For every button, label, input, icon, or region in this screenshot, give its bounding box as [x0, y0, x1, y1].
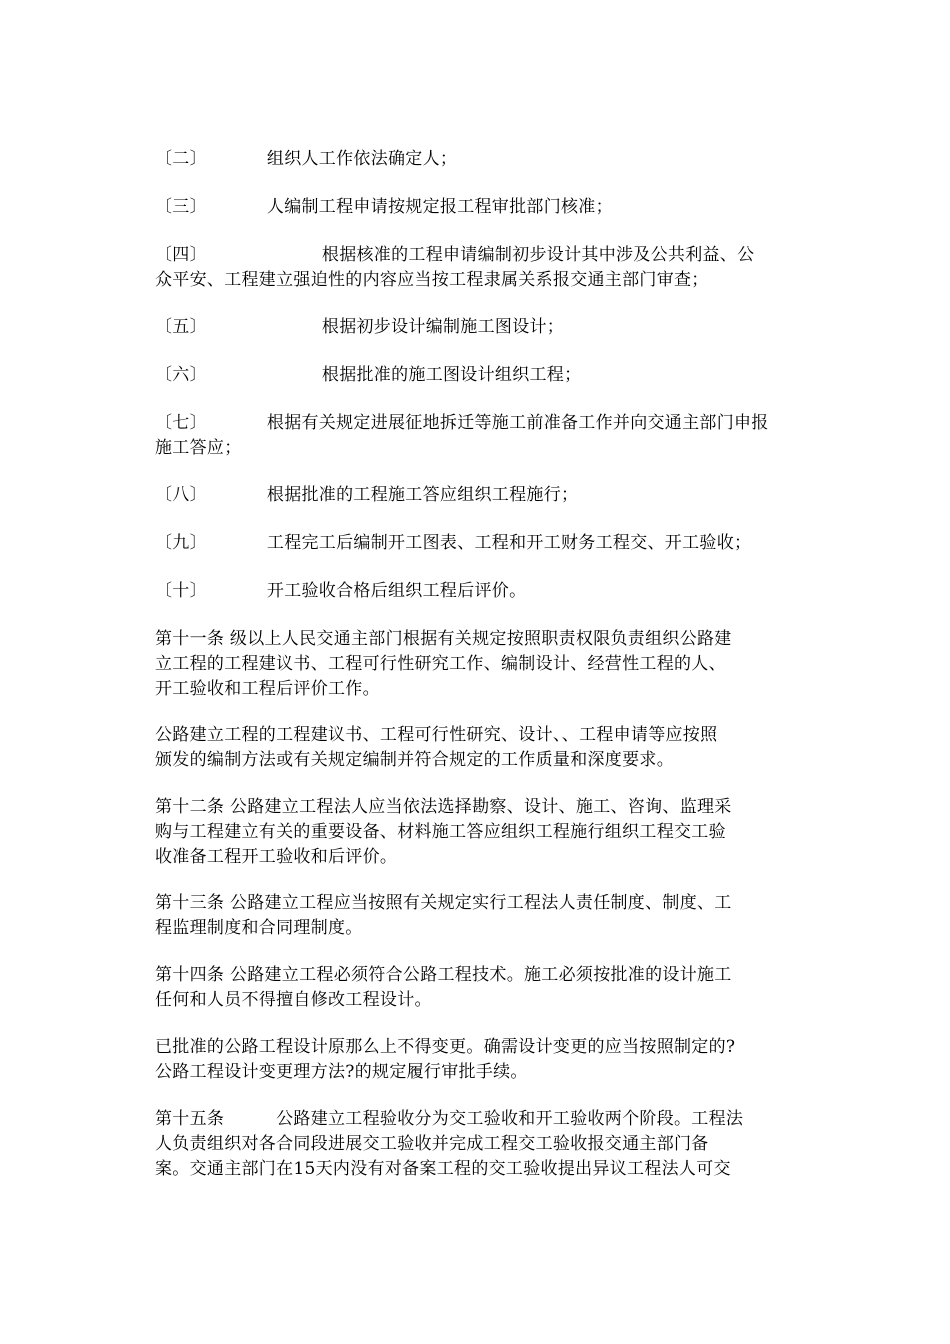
item-text: 根据有关规定进展征地拆迁等施工前准备工作并向交通主部门申报 — [266, 413, 769, 433]
item-number: 〔三〕 — [155, 197, 207, 217]
paragraph-line: 人负责组织对各合同段进展交工验收并完成工程交工验收报交通主部门备 — [155, 1134, 709, 1154]
item-text-continuation: 众平安、工程建立强迫性的内容应当按工程隶属关系报交通主部门审查； — [155, 270, 709, 290]
paragraph-line: 开工验收和工程后评价工作。 — [155, 679, 380, 699]
list-item — [155, 410, 805, 436]
paragraph-line: 第十二条 公路建立工程法人应当依法选择勘察、设计、施工、咨询、监理采 — [155, 797, 732, 817]
paragraph-line: 立工程的工程建议书、工程可行性研究工作、编制设计、经营性工程的人、 — [155, 654, 726, 674]
paragraph-line: 第十三条 公路建立工程应当按照有关规定实行工程法人责任制度、制度、工 — [155, 893, 732, 913]
item-number: 〔二〕 — [155, 149, 207, 169]
paragraph-line: 颁发的编制方法或有关规定编制并符合规定的工作质量和深度要求。 — [155, 750, 674, 770]
list-item — [155, 194, 805, 220]
list-item — [155, 362, 805, 388]
paragraph-line: 公路工程设计变更理方法?的规定履行审批手续。 — [155, 1062, 528, 1082]
list-item — [155, 242, 805, 268]
item-text: 根据批准的施工图设计组织工程； — [321, 365, 582, 385]
item-text: 开工验收合格后组织工程后评价。 — [266, 581, 527, 601]
item-text: 根据批准的工程施工答应组织工程施行； — [266, 485, 579, 505]
list-item-continuation — [155, 435, 805, 461]
paragraph-line: 收准备工程开工验收和后评价。 — [155, 847, 398, 867]
item-text: 根据核准的工程申请编制初步设计其中涉及公共利益、公 — [321, 245, 755, 265]
paragraph-line: 已批准的公路工程设计原那么上不得变更。确需设计变更的应当按照制定的? — [155, 1037, 736, 1057]
paragraph-line: 程监理制度和合同理制度。 — [155, 918, 363, 938]
paragraph-line: 第十一条 级以上人民交通主部门根据有关规定按照职责权限负责组织公路建 — [155, 629, 732, 649]
list-item — [155, 146, 805, 172]
item-text: 组织人工作依法确定人； — [266, 149, 458, 169]
list-item — [155, 530, 805, 556]
item-number: 〔四〕 — [155, 245, 207, 265]
paragraph-line: 案。交通主部门在15天内没有对备案工程的交工验收提出异议工程法人可交 — [155, 1159, 731, 1179]
paragraph-line: 任何和人员不得擅自修改工程设计。 — [155, 990, 432, 1010]
list-item — [155, 314, 805, 340]
item-number: 〔六〕 — [155, 365, 207, 385]
item-number: 〔十〕 — [155, 581, 207, 601]
item-text: 人编制工程申请按规定报工程审批部门核准； — [266, 197, 613, 217]
item-text: 根据初步设计编制施工图设计； — [321, 317, 565, 337]
list-item-continuation — [155, 267, 805, 293]
paragraph-line: 第十五条 公路建立工程验收分为交工验收和开工验收两个阶段。工程法 — [155, 1109, 744, 1129]
item-text-continuation: 施工答应； — [155, 438, 242, 458]
item-number: 〔七〕 — [155, 413, 207, 433]
paragraph-line: 购与工程建立有关的重要设备、材料施工答应组织工程施行组织工程交工验 — [155, 822, 726, 842]
item-number: 〔九〕 — [155, 533, 207, 553]
paragraph-line: 第十四条 公路建立工程必须符合公路工程技术。施工必须按批准的设计施工 — [155, 965, 732, 985]
item-number: 〔八〕 — [155, 485, 207, 505]
item-number: 〔五〕 — [155, 317, 207, 337]
list-item — [155, 482, 805, 508]
item-text: 工程完工后编制开工图表、工程和开工财务工程交、开工验收； — [266, 533, 752, 553]
list-item — [155, 578, 805, 604]
paragraph-line: 公路建立工程的工程建议书、工程可行性研究、设计、、工程申请等应按照 — [155, 725, 718, 745]
